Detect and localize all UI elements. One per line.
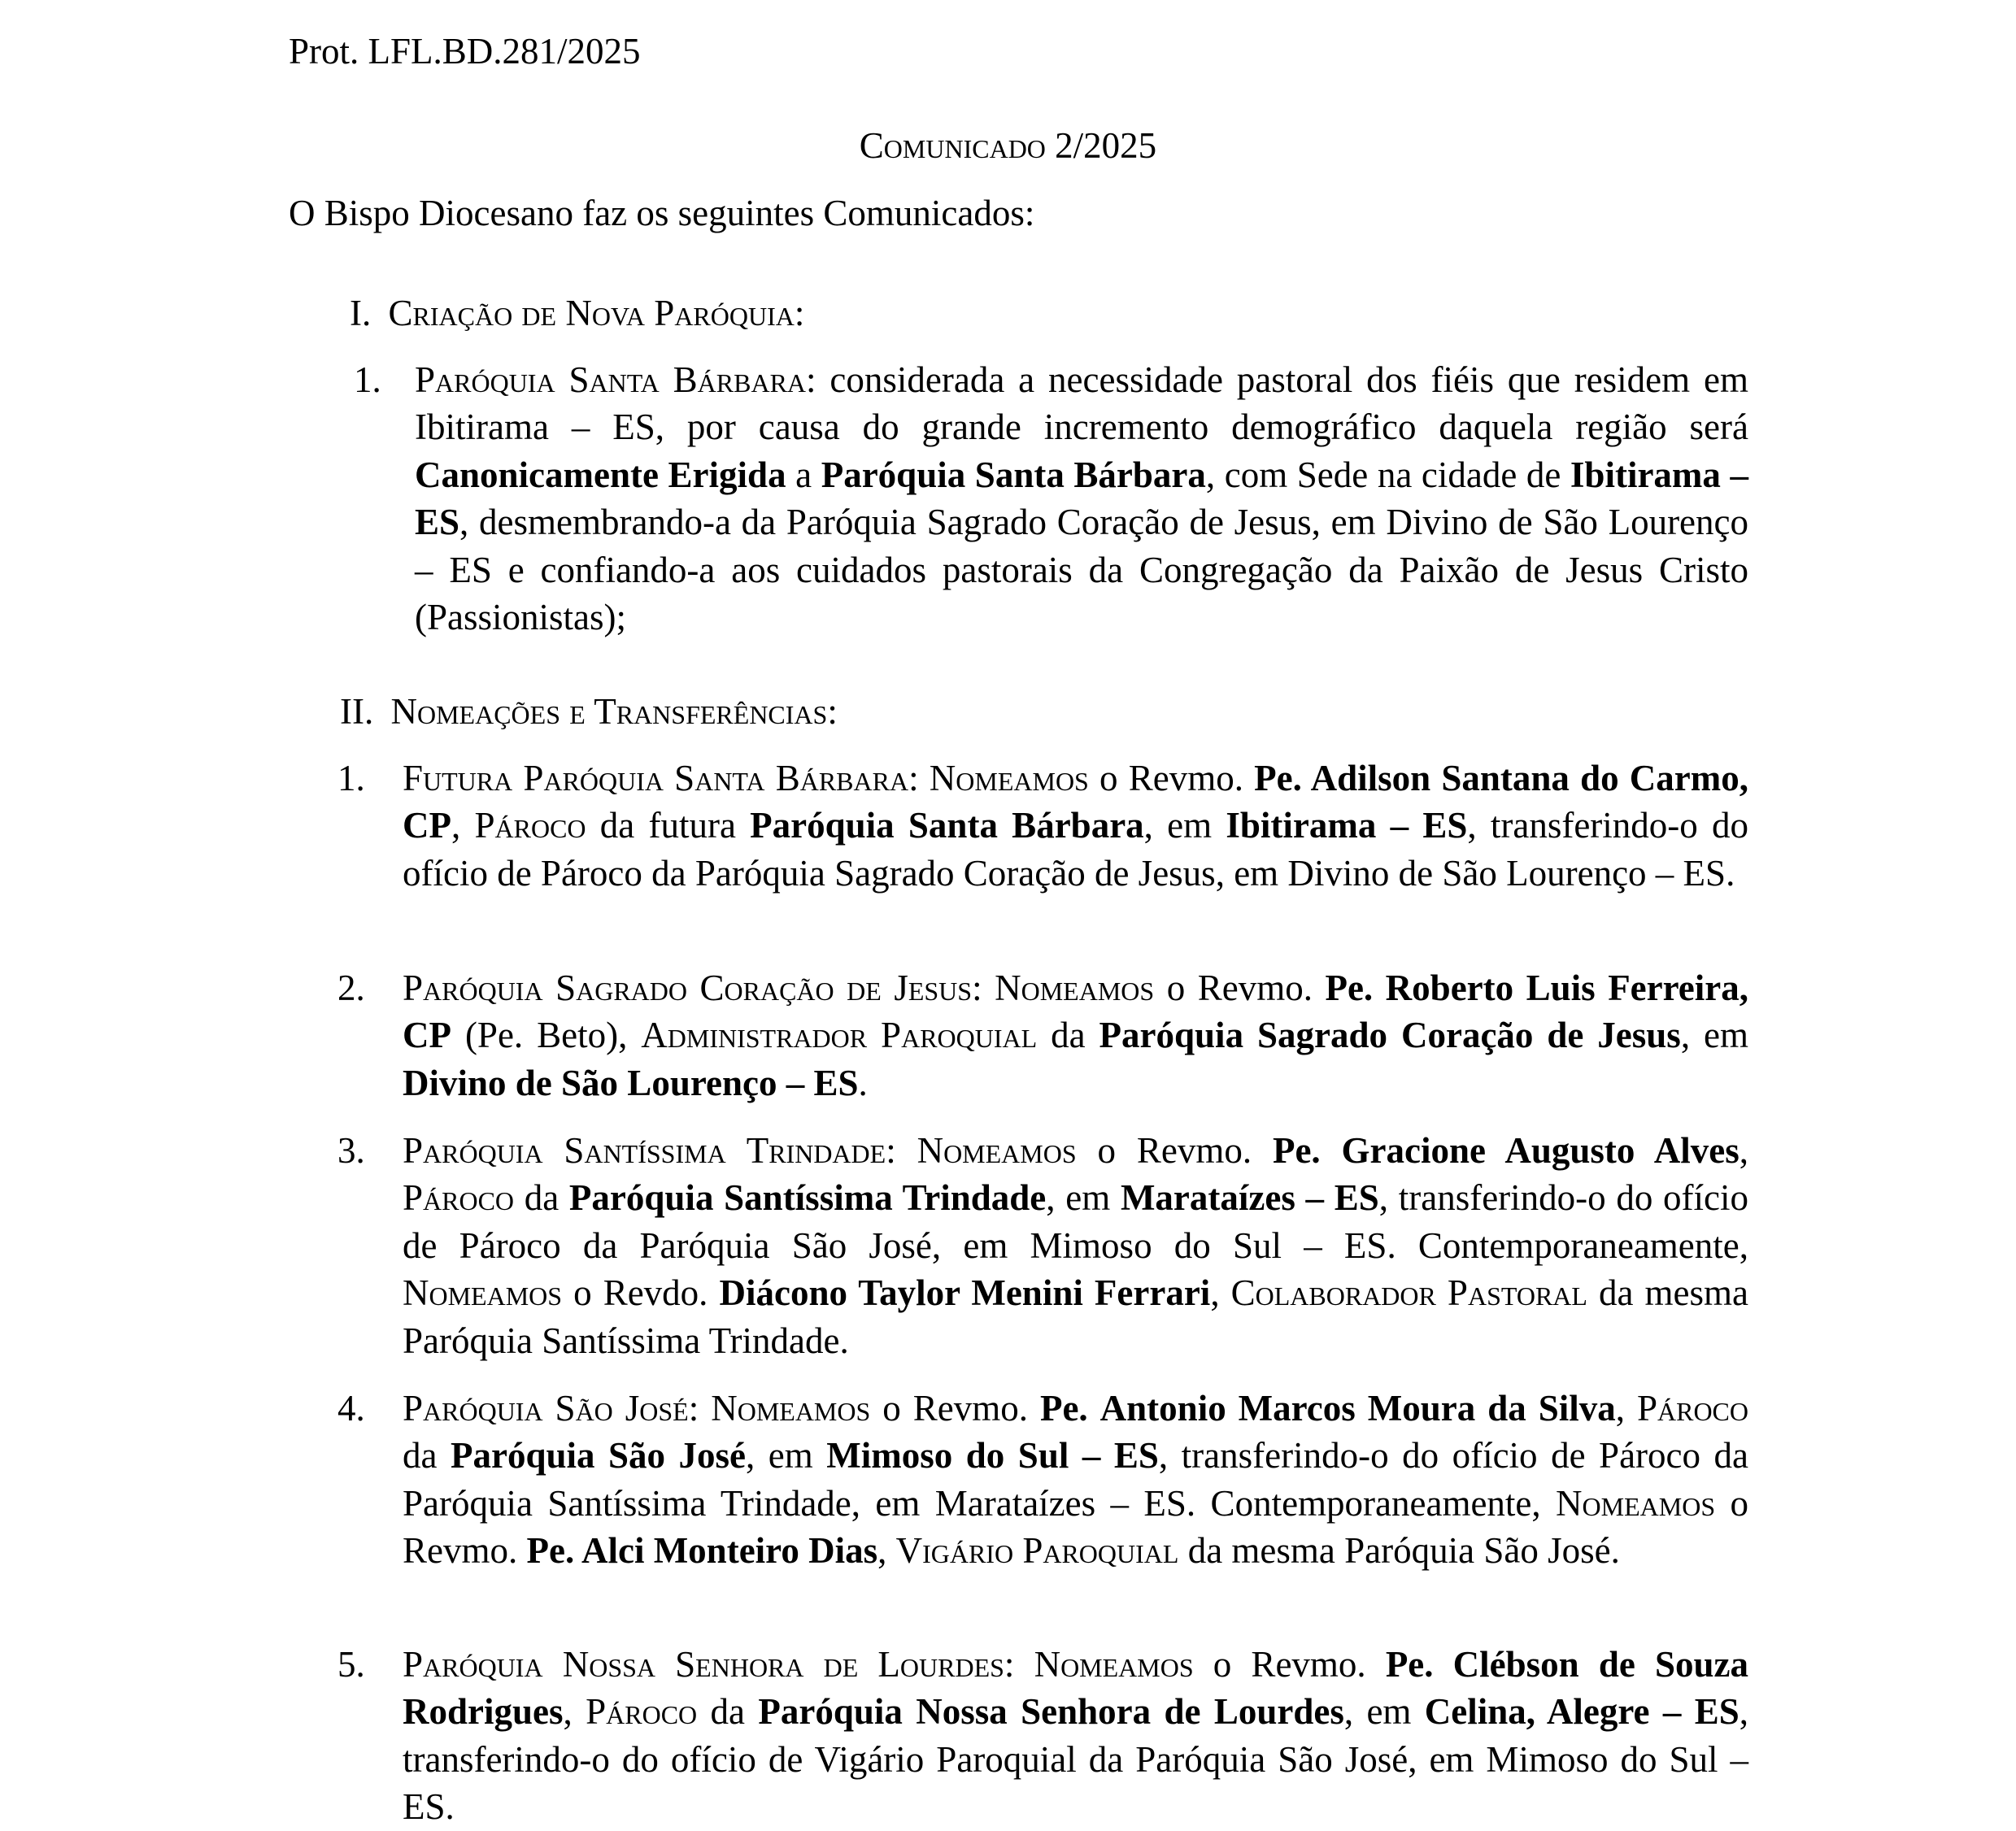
item-number: 4. xyxy=(337,1388,365,1429)
bold-text: Pe. Adilson Santana do Carmo, CP xyxy=(403,758,1748,846)
bold-text: Celina, Alegre – ES xyxy=(1424,1691,1740,1733)
intro-text: O Bispo Diocesano faz os seguintes Comunicados: xyxy=(289,193,1035,233)
bold-text: Ibitirama – ES xyxy=(1226,805,1468,846)
bold-text: Pe. xyxy=(1385,1644,1434,1685)
bold-text: Pe. xyxy=(1039,1388,1088,1429)
bold-text: Paróquia Nossa Senhora de Lourdes xyxy=(758,1691,1344,1733)
body-text: a xyxy=(786,454,821,495)
body-text: (Pe. Beto), xyxy=(451,1015,642,1056)
small-caps-text: Nomeamos xyxy=(1034,1644,1194,1685)
bold-text: Divino de São Lourenço – ES xyxy=(403,1062,859,1103)
small-caps-text: Nomeamos xyxy=(403,1272,563,1314)
bold-text: Paróquia Santa Bárbara xyxy=(750,805,1144,846)
small-caps-text: Vigário Paroquial xyxy=(895,1530,1179,1572)
body-text: , xyxy=(451,805,475,846)
small-caps-text: Pároco xyxy=(474,805,586,846)
body-text: , com Sede na cidade de xyxy=(1205,454,1570,495)
body-text: o Revmo. xyxy=(403,1482,1749,1572)
small-caps-text: Paróquia Nossa Senhora de Lourdes: xyxy=(403,1644,1015,1685)
body-text: , transferindo-o do ofício de Pároco da Paróquia São José, em Mimoso do Sul – ES. Contemporaneamente, xyxy=(403,1177,1749,1266)
small-caps-text: Paróquia Santa Bárbara: xyxy=(415,359,816,400)
bold-text: Canonicamente Erigida xyxy=(415,454,786,495)
item-number: 5. xyxy=(337,1644,365,1685)
bold-text: Paróquia São José xyxy=(450,1435,747,1477)
item-text xyxy=(403,755,1748,897)
body-text: da mesma Paróquia São José. xyxy=(1178,1530,1620,1572)
body-text: da xyxy=(697,1691,759,1733)
body-text: , em xyxy=(1046,1177,1121,1219)
section-2-list xyxy=(289,0,1749,1828)
small-caps-text: Futura Paróquia Santa Bárbara: xyxy=(403,758,919,798)
small-caps-text: Pároco xyxy=(1636,1388,1749,1429)
body-text xyxy=(982,968,995,1008)
small-caps-text: Pároco xyxy=(403,1177,515,1219)
body-text xyxy=(1088,1388,1100,1429)
body-text: , transferindo-o do ofício de Pároco da Paróquia Sagrado Coração de Jesus, em Divino de São Lourenço – ES. xyxy=(403,805,1748,894)
body-text: considerada a necessidade pastoral dos fiéis que residem em Ibitirama – ES, por causa do grande incremento demográfico daquela região será xyxy=(415,359,1749,448)
body-text xyxy=(919,758,930,798)
body-text: , em xyxy=(1143,805,1226,846)
list-item xyxy=(289,1385,1748,1575)
bold-text: Pe. Alci Monteiro Dias xyxy=(526,1530,878,1572)
small-caps-text: Administrador Paroquial xyxy=(641,1015,1038,1056)
body-text: , transferindo-o do ofício de Pároco da Paróquia Santíssima Trindade, em Marataízes – ES. Contemporaneamente, xyxy=(403,1435,1748,1524)
small-caps-text: Paróquia Santíssima Trindade: xyxy=(403,1130,896,1171)
body-text: o Revdo. xyxy=(562,1272,720,1314)
section-2-title: Nomeações e Transferências: xyxy=(390,691,838,732)
body-text: , xyxy=(877,1530,896,1572)
item-text xyxy=(403,1127,1748,1364)
body-text: , em xyxy=(1680,1015,1748,1056)
item-number: 3. xyxy=(337,1130,365,1171)
body-text: da mesma Paróquia Santíssima Trindade. xyxy=(403,1272,1749,1361)
section-1-numeral: I. xyxy=(350,293,372,333)
bold-text: Ibitirama – ES xyxy=(415,454,1748,543)
item-text xyxy=(403,1385,1748,1575)
body-text: o Revmo. xyxy=(870,1388,1040,1429)
body-text xyxy=(699,1388,711,1429)
body-text: , xyxy=(1615,1388,1637,1429)
protocol-number: Prot. LFL.BD.281/2025 xyxy=(289,31,641,72)
bold-text: Paróquia Sagrado Coração de Jesus xyxy=(1099,1015,1681,1056)
list-item xyxy=(289,1641,1748,1831)
body-text: , desmembrando-a da Paróquia Sagrado Coração de Jesus, em Divino de São Lourenço – ES e confiando-a aos cuidados pastorais da Congregação da Paixão de Jesus Cristo (Passionistas); xyxy=(415,502,1748,638)
bold-text: Paróquia Santa Bárbara xyxy=(821,454,1206,495)
body-text: da futura xyxy=(586,805,751,846)
body-text: o Revmo. xyxy=(1154,968,1326,1008)
small-caps-text: Pároco xyxy=(586,1691,698,1733)
item-text xyxy=(403,964,1748,1107)
bold-text: Marataízes – ES xyxy=(1120,1177,1379,1219)
bold-text: Diácono Taylor Menini Ferrari xyxy=(719,1272,1211,1314)
small-caps-text: Nomeamos xyxy=(995,968,1155,1008)
body-text: da xyxy=(403,1435,451,1477)
body-text: , transferindo-o do ofício de Vigário Paroquial da Paróquia São José, em Mimoso do Sul – ES. xyxy=(403,1691,1749,1828)
bold-text: Antonio Marcos Moura da Silva xyxy=(1099,1388,1616,1429)
body-text xyxy=(1434,1644,1453,1685)
bold-text: Clébson de Souza Rodrigues xyxy=(403,1644,1749,1733)
item-number: 1. xyxy=(354,359,381,400)
bold-text: Paróquia Santíssima Trindade xyxy=(568,1177,1047,1219)
body-text: o Revmo. xyxy=(1193,1644,1386,1685)
body-text xyxy=(896,1130,917,1171)
list-item xyxy=(289,755,1748,897)
section-2-numeral: II. xyxy=(340,691,374,732)
body-text: o Revmo. xyxy=(1088,758,1255,798)
item-text xyxy=(403,1641,1748,1831)
document-title: Comunicado 2/2025 xyxy=(859,125,1157,166)
list-item xyxy=(289,1127,1748,1364)
small-caps-text: Paróquia Sagrado Coração de Jesus: xyxy=(403,968,982,1008)
small-caps-text: Nomeamos xyxy=(711,1388,871,1429)
body-text: . xyxy=(858,1062,868,1103)
item-number: 1. xyxy=(337,758,365,798)
body-text xyxy=(1014,1644,1034,1685)
body-text: , xyxy=(1739,1130,1749,1171)
bold-text: Mimoso do Sul – ES xyxy=(826,1435,1159,1477)
small-caps-text: Paróquia São José: xyxy=(403,1388,699,1429)
body-text: , xyxy=(1210,1272,1231,1314)
item-number: 2. xyxy=(337,968,365,1008)
bold-text: Pe. Roberto Luis Ferreira, CP xyxy=(403,968,1748,1056)
body-text: da xyxy=(514,1177,569,1219)
bold-text: Pe. Gracione Augusto Alves xyxy=(1272,1130,1740,1171)
body-text: , em xyxy=(746,1435,827,1477)
section-1-title: Criação de Nova Paróquia: xyxy=(388,293,805,333)
body-text: , xyxy=(563,1691,586,1733)
small-caps-text: Nomeamos xyxy=(917,1130,1077,1171)
body-text: o Revmo. xyxy=(1076,1130,1273,1171)
small-caps-text: Nomeamos xyxy=(929,758,1089,798)
small-caps-text: Colaborador Pastoral xyxy=(1230,1272,1587,1314)
list-item xyxy=(289,964,1748,1107)
small-caps-text: Nomeamos xyxy=(1556,1482,1716,1524)
body-text: , em xyxy=(1343,1691,1425,1733)
body-text: da xyxy=(1037,1015,1099,1056)
